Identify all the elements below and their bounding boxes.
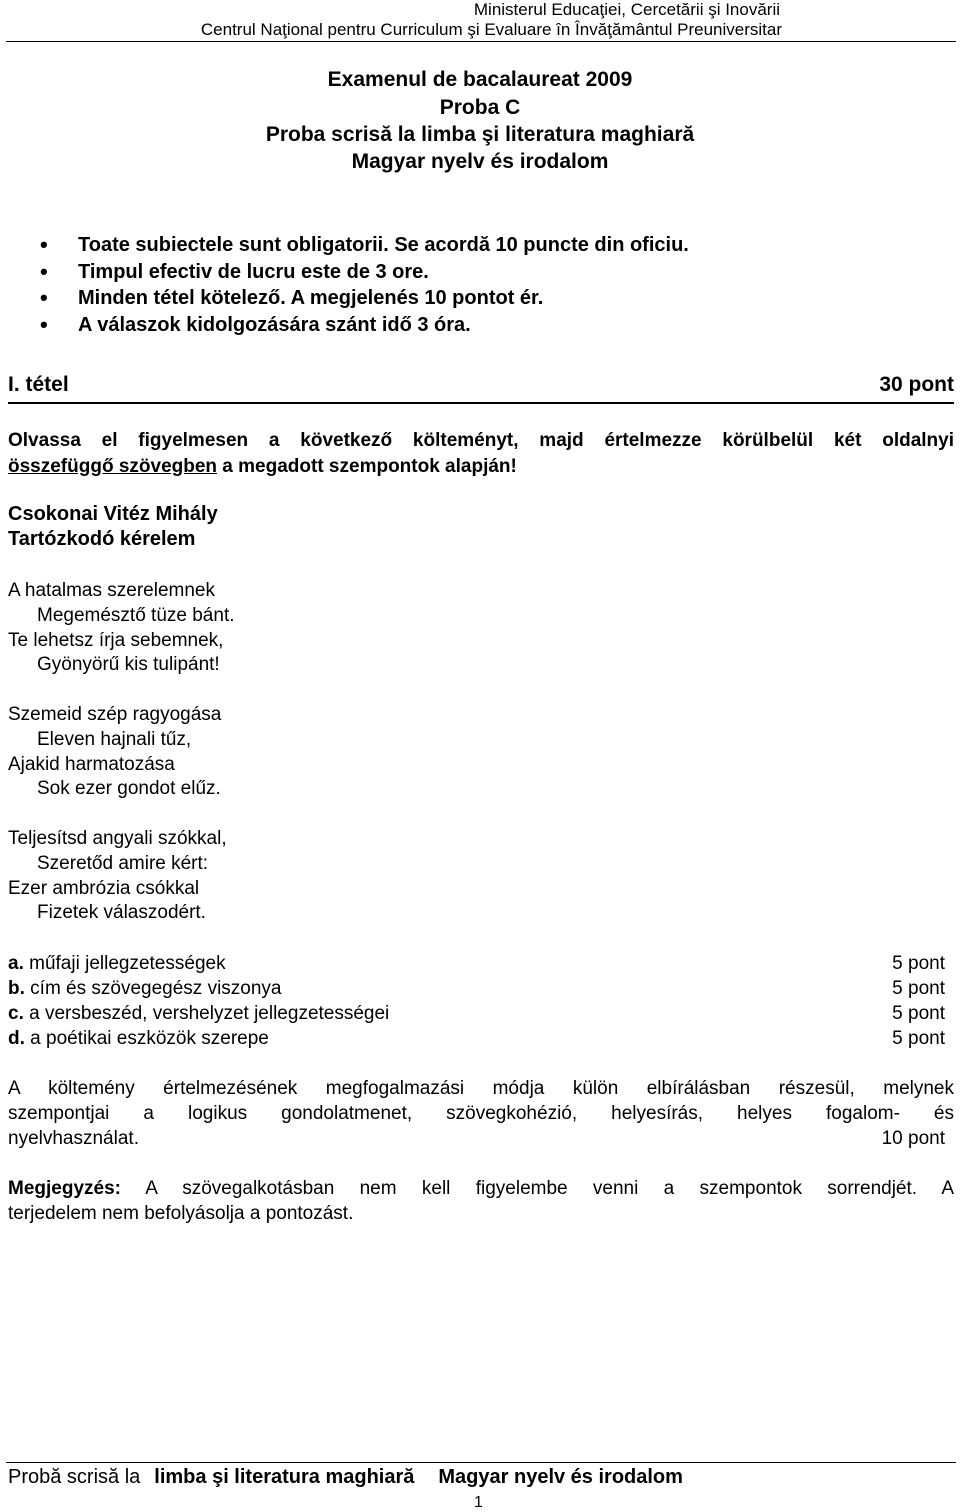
rule-item: • A válaszok kidolgozására szánt idő 3 óra.: [40, 313, 689, 340]
rule-item: • Toate subiectele sunt obligatorii. Se acordă 10 puncte din oficiu.: [40, 233, 689, 260]
instruction-underlined: összefüggő szövegben: [8, 456, 218, 477]
criteria-points: 5 pont: [892, 978, 945, 999]
criteria-item: [8, 1002, 945, 1027]
poem-line: Fizetek válaszodért.: [37, 902, 206, 924]
criteria-text: a poétikai eszközök szerepe: [24, 1028, 269, 1049]
criteria-letter: b.: [8, 978, 25, 999]
criteria-points: 5 pont: [892, 953, 945, 974]
criteria-text: műfaji jellegzetességek: [23, 953, 226, 974]
page-footer: [8, 1466, 683, 1489]
poem-line: Szemeid szép ragyogása: [8, 703, 222, 725]
center-name: Centrul Naţional pentru Curriculum şi Evaluare în Învăţământul Preuniversitar: [200, 20, 782, 39]
section-label: I. tétel: [8, 373, 69, 396]
criteria-item: [8, 977, 945, 1002]
footer-exam-type: Probă scrisă la: [8, 1466, 141, 1488]
poem-body: [8, 579, 235, 951]
header-divider: [6, 41, 956, 42]
exam-title: Examenul de bacalaureat 2009: [327, 68, 633, 91]
criteria-list: [8, 952, 945, 1052]
poem-line: Megemésztő tüze bánt.: [37, 604, 235, 626]
evaluation-line: nyelvhasználat.: [8, 1128, 139, 1149]
rule-item: • Timpul efectiv de lucru este de 3 ore.: [40, 260, 689, 287]
ministry-name: Ministerul Educaţiei, Cercetării şi Inovării: [473, 0, 780, 19]
exam-subject-hu: Magyar nyelv és irodalom: [351, 150, 609, 173]
poem-stanza: [8, 579, 235, 678]
criteria-item: [8, 952, 945, 977]
criteria-points: 5 pont: [892, 1028, 945, 1049]
evaluation-line: szempontjai a logikus gondolatmenet, szövegkohézió, helyesírás, helyes fogalom- és: [8, 1103, 954, 1124]
exam-proba: Proba C: [439, 96, 521, 119]
note-text: terjedelem nem befolyásolja a pontozást.: [8, 1203, 354, 1224]
rule-item: • Minden tétel kötelező. A megjelenés 10 pontot ér.: [40, 286, 689, 313]
poem-line: Ajakid harmatozása: [8, 753, 175, 775]
criteria-points: 5 pont: [892, 1003, 945, 1024]
criteria-text: a versbeszéd, vershelyzet jellegzetességei: [23, 1003, 390, 1024]
criteria-letter: d.: [8, 1028, 25, 1049]
evaluation-line: A költemény értelmezésének megfogalmazási módja külön elbírálásban részesül, melynek: [8, 1078, 954, 1099]
poem-line: Ezer ambrózia csókkal: [8, 877, 200, 899]
page-number: 1: [474, 1494, 483, 1511]
poem-line: A hatalmas szerelemnek: [8, 580, 215, 601]
footer-subject-ro: limba şi literatura maghiară: [154, 1466, 415, 1488]
criteria-text: cím és szövegegész viszonya: [24, 978, 282, 999]
rules-list: [40, 233, 689, 339]
instruction-line: Olvassa el figyelmesen a következő költeményt, majd értelmezze körülbelül két oldalnyi: [8, 430, 954, 451]
poem-title: Tartózkodó kérelem: [8, 528, 196, 550]
footer-divider: [6, 1462, 956, 1463]
task-instruction: [8, 428, 954, 480]
criteria-letter: c.: [8, 1003, 24, 1024]
poem-line: Teljesítsd angyali szókkal,: [8, 827, 227, 849]
evaluation-points: 10 pont: [881, 1128, 945, 1149]
note-text: A szövegalkotásban nem kell figyelembe venni a szempontok sorrendjét. A: [120, 1178, 954, 1199]
criteria-item: [8, 1027, 945, 1052]
poem-line: Sok ezer gondot elűz.: [37, 778, 221, 800]
instruction-rest: a megadott szempontok alapján!: [217, 456, 517, 477]
poem-line: Eleven hajnali tűz,: [37, 728, 192, 750]
footer-subject-hu: Magyar nyelv és irodalom: [438, 1466, 683, 1488]
poem-author: Csokonai Vitéz Mihály: [8, 503, 218, 525]
note-label: Megjegyzés:: [8, 1178, 121, 1199]
poem-line: Gyönyörű kis tulipánt!: [37, 654, 220, 676]
criteria-letter: a.: [8, 953, 24, 974]
exam-subject-ro: Proba scrisă la limba şi literatura maghiară: [265, 123, 695, 146]
poem-stanza: [8, 827, 235, 926]
evaluation-paragraph: [8, 1076, 954, 1151]
section-points: 30 pont: [879, 373, 954, 396]
poem-line: Szeretőd amire kért:: [37, 852, 209, 874]
section-heading: [8, 372, 954, 404]
poem-stanza: [8, 703, 235, 802]
poem-line: Te lehetsz írja sebemnek,: [8, 629, 224, 651]
note-paragraph: [8, 1176, 954, 1226]
